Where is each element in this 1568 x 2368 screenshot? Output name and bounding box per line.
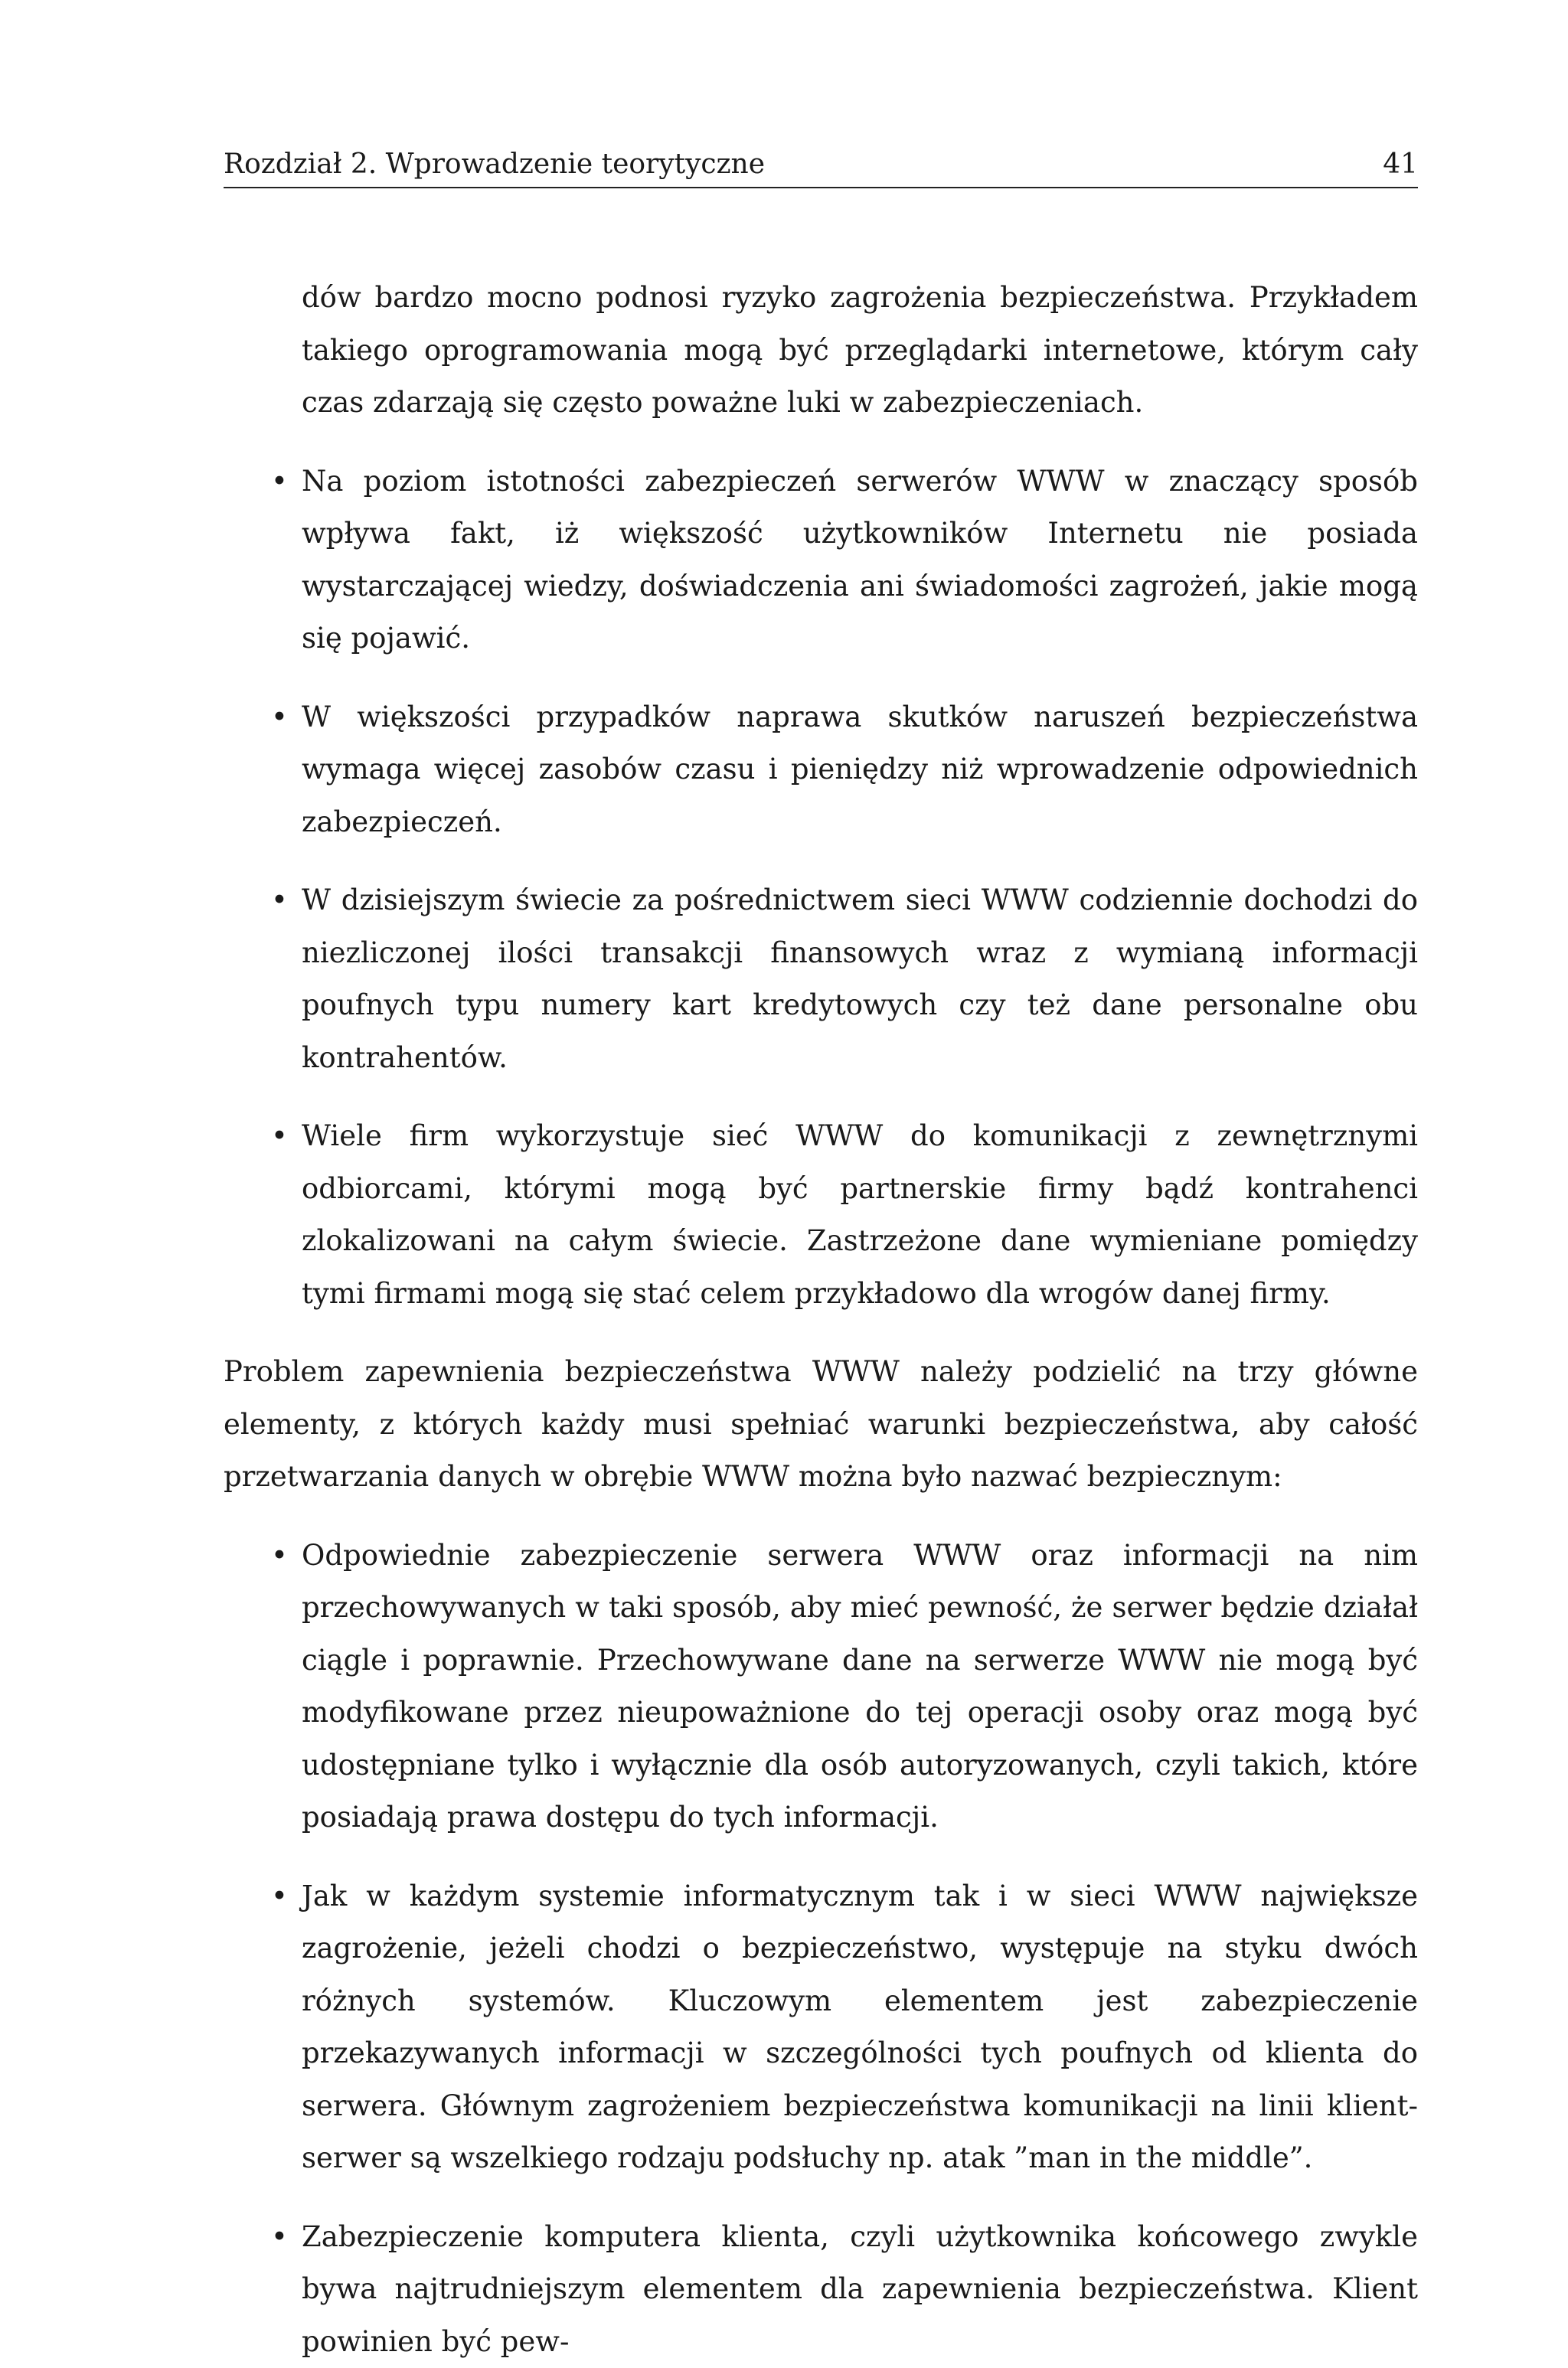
bullet-icon: • [271, 1870, 286, 1923]
chapter-title: Rozdział 2. Wprowadzenie teorytyczne [224, 145, 765, 184]
list-item-text: Odpowiednie zabezpieczenie serwera WWW oraz informacji na nim przechowywanych w taki sposób, aby mieć pewność, że serwer będzie działał ciągle i poprawnie. Przechowywane dane na serwerze WWW nie mogą być modyfikowane przez nieupoważnione do tej operacji osoby oraz mogą być udostępniane tylko i wyłącznie dla osób autoryzowanych, czyli takich, które posiadają prawa dostępu do tych informacji. [302, 1539, 1418, 1834]
bullet-icon: • [271, 456, 286, 508]
list-item-text: Jak w każdym systemie informatycznym tak i w sieci WWW największe zagrożenie, jeżeli chodzi o bezpieczeństwo, występuje na styku dwóch różnych systemów. Kluczowym elementem jest zabezpieczenie przekazywanych informacji w szczególności tych poufnych od klienta do serwera. Głównym zagrożeniem bezpieczeństwa komunikacji na linii klient-serwer są wszelkiego rodzaju podsłuchy np. atak ”man in the middle”. [302, 1880, 1418, 2175]
list-item [224, 1110, 1418, 1320]
page-number: 41 [1383, 145, 1418, 184]
bullet-icon: • [271, 2211, 286, 2264]
threat-factors-list [224, 456, 1418, 1321]
security-elements-list [224, 1530, 1418, 2368]
bullet-icon: • [271, 1530, 286, 1582]
list-item-text: W dzisiejszym świecie za pośrednictwem sieci WWW codziennie dochodzi do niezliczonej ilości transakcji finansowych wraz z wymianą informacji poufnych typu numery kart kredytowych czy też dane personalne obu kontrahentów. [302, 884, 1418, 1074]
list-item [224, 2211, 1418, 2368]
list-item [224, 456, 1418, 665]
bullet-icon: • [271, 1110, 286, 1163]
list-item [224, 1870, 1418, 2185]
list-item [224, 874, 1418, 1084]
list-item-text: Zabezpieczenie komputera klienta, czyli użytkownika końcowego zwykle bywa najtrudniejszym elementem dla zapewnienia bezpieczeństwa. Klient powinien być pew- [302, 2220, 1418, 2358]
list-item-text: Na poziom istotności zabezpieczeń serwerów WWW w znaczący sposób wpływa fakt, iż większość użytkowników Internetu nie posiada wystarczającej wiedzy, doświadczenia ani świadomości zagrożeń, jakie mogą się pojawić. [302, 465, 1418, 655]
page-body [224, 272, 1418, 2368]
running-header [224, 145, 1418, 188]
bullet-icon: • [271, 874, 286, 927]
list-item-text: W większości przypadków naprawa skutków naruszeń bezpieczeństwa wymaga więcej zasobów czasu i pieniędzy niż wprowadzenie odpowiednich zabezpieczeń. [302, 701, 1418, 838]
continued-list-item-text: dów bardzo mocno podnosi ryzyko zagrożenia bezpieczeństwa. Przykładem takiego oprogramowania mogą być przeglądarki internetowe, którym cały czas zdarzają się często poważne luki w zabezpieczeniach. [302, 272, 1418, 430]
body-paragraph: Problem zapewnienia bezpieczeństwa WWW należy podzielić na trzy główne elementy, z których każdy musi spełniać warunki bezpieczeństwa, aby całość przetwarzania danych w obrębie WWW można było nazwać bezpiecznym: [224, 1346, 1418, 1504]
list-item-text: Wiele firm wykorzystuje sieć WWW do komunikacji z zewnętrznymi odbiorcami, którymi mogą być partnerskie firmy bądź kontrahenci zlokalizowani na całym świecie. Zastrzeżone dane wymieniane pomiędzy tymi firmami mogą się stać celem przykładowo dla wrogów danej firmy. [302, 1119, 1418, 1310]
bullet-icon: • [271, 691, 286, 744]
list-item [224, 691, 1418, 849]
list-item [224, 1530, 1418, 1844]
